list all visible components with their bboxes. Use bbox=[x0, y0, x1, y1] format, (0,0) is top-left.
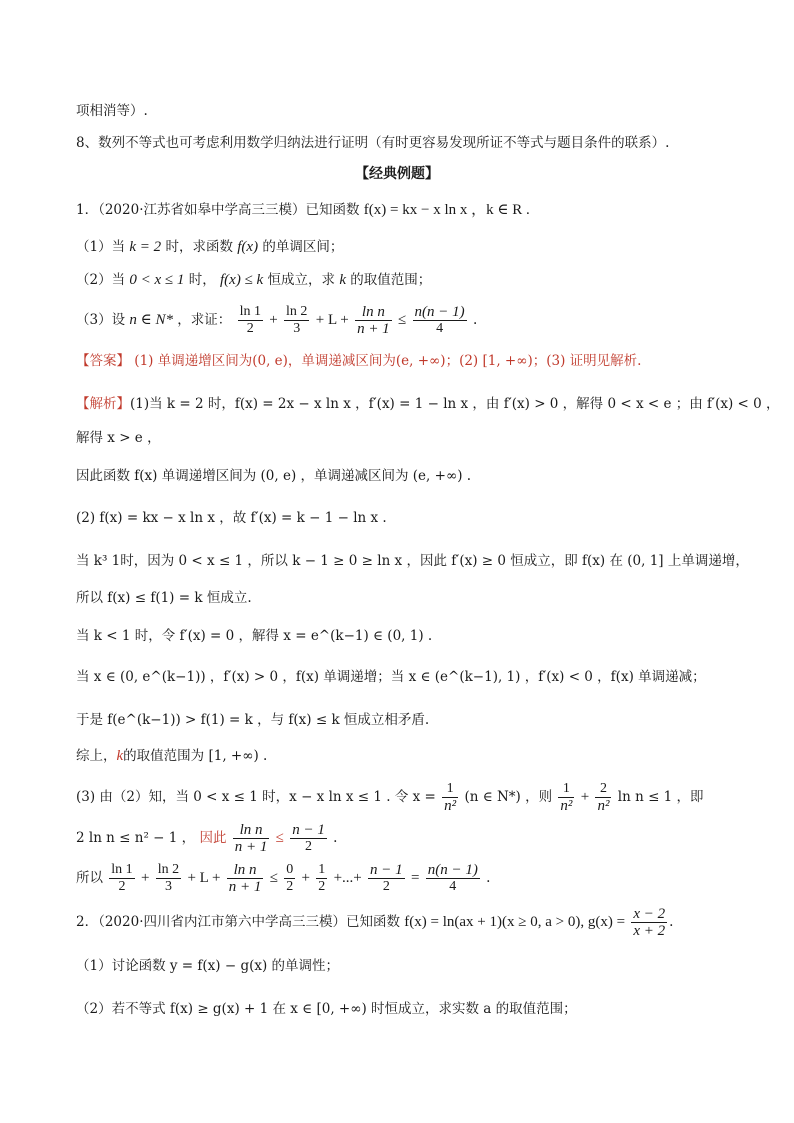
q2-mid2: 恒成立，求 bbox=[267, 272, 336, 288]
analysis-line-2: 解得 x > e ， bbox=[76, 430, 161, 446]
period: . bbox=[472, 312, 478, 328]
fraction bbox=[290, 822, 327, 855]
numerator: ln 1 bbox=[111, 862, 133, 877]
period: . bbox=[333, 830, 338, 846]
analysis-line-3: 因此函数 f(x) 单调递增区间为 (0, e) ，单调递减区间为 (e, +∞) . bbox=[76, 468, 472, 484]
problem2-definition: f(x) = ln(ax + 1)(x ≥ 0, a > 0), g(x) = bbox=[404, 914, 626, 930]
operator: + bbox=[269, 312, 278, 328]
intro-line-1: 项相消等）. bbox=[76, 103, 148, 119]
problem1-statement bbox=[76, 200, 530, 220]
analysis-line-9: 于是 f(e^(k−1)) > f(1) = k ，与 f(x) ≤ k 恒成立相矛盾. bbox=[76, 712, 430, 728]
q2-prefix: （2）当 bbox=[76, 272, 126, 288]
analysis-line-8: 当 x ∈ (0, e^(k−1)) ，f′(x) > 0 ，f(x) 单调递增；当 x ∈ (e^(k−1), 1) ，f′(x) < 0 ，f(x) 单调递减； bbox=[76, 669, 706, 685]
step3-ineq: 2 ln n ≤ n² − 1 ， bbox=[76, 830, 196, 846]
numerator: ln n bbox=[227, 862, 264, 879]
problem2-statement bbox=[76, 904, 673, 940]
fraction bbox=[284, 304, 309, 337]
analysis-text: (1)当 k = 2 时，f(x) = 2x − x ln x ，f′(x) = 1 − ln x ，由 f′(x) > 0 ，解得 0 < x < e ；由 f′(x) < 0 ， bbox=[130, 396, 780, 412]
operator: + L + bbox=[187, 870, 221, 886]
analysis-line-6: 所以 f(x) ≤ f(1) = k 恒成立. bbox=[76, 590, 252, 606]
denominator: 2 bbox=[286, 879, 294, 894]
q2-inequality: f(x) ≤ k bbox=[220, 272, 264, 288]
fraction bbox=[109, 862, 134, 895]
operator: + bbox=[301, 870, 310, 886]
fraction bbox=[631, 906, 667, 939]
numerator: n − 1 bbox=[292, 822, 325, 838]
numerator: 1 bbox=[558, 781, 574, 798]
q3-prefix: （3）设 bbox=[76, 312, 126, 328]
analysis-line-10 bbox=[76, 746, 267, 766]
analysis-line-12 bbox=[76, 820, 337, 856]
numerator: x − 2 bbox=[633, 906, 666, 922]
denominator: 4 bbox=[436, 321, 444, 336]
denominator: 2 bbox=[382, 879, 390, 894]
fraction bbox=[156, 862, 181, 895]
denominator: n² bbox=[597, 798, 610, 814]
problem1-source: 1．（2020·江苏省如皋中学高三三模）已知函数 bbox=[76, 202, 360, 218]
analysis-line-13 bbox=[76, 860, 490, 896]
q1-suffix: 的单调区间； bbox=[262, 239, 344, 255]
step3-therefore: 因此 bbox=[199, 830, 227, 846]
numerator: n(n − 1) bbox=[414, 304, 465, 320]
fraction bbox=[238, 304, 263, 337]
intro-line-2: 8、数列不等式也可考虑利用数学归纳法进行证明（有时更容易发现所证不等式与题目条件的联系）. bbox=[76, 135, 670, 151]
denominator: 2 bbox=[318, 879, 326, 894]
problem1-question-1 bbox=[76, 237, 343, 257]
analysis-line-5: 当 k³ 1时，因为 0 < x ≤ 1 ，所以 k − 1 ≥ 0 ≥ ln x ，因此 f′(x) ≥ 0 恒成立，即 f(x) 在 (0, 1] 上单调递增， bbox=[76, 553, 749, 569]
q1-condition: k = 2 bbox=[129, 239, 162, 255]
step3-end: ln n ≤ 1 ，即 bbox=[617, 789, 704, 805]
final-prefix: 所以 bbox=[76, 870, 103, 886]
analysis-line-4: (2) f(x) = kx − x ln x ，故 f′(x) = k − 1 − ln x . bbox=[76, 510, 387, 526]
numerator: ln 1 bbox=[239, 304, 261, 319]
step3-mid: (n ∈ N*) ，则 bbox=[464, 789, 553, 805]
analysis-line-1 bbox=[76, 394, 780, 414]
operator: ≤ bbox=[397, 312, 407, 328]
fraction bbox=[413, 304, 467, 337]
answer-text: (1) 单调递增区间为(0, e)，单调递减区间为(e, +∞)；(2) [1, +∞)；(3) 证明见解析. bbox=[134, 353, 642, 369]
fraction bbox=[227, 862, 264, 895]
denominator: 2 bbox=[305, 839, 313, 854]
q2-range: 0 < x ≤ 1 bbox=[129, 272, 185, 288]
denominator: n + 1 bbox=[228, 879, 262, 895]
denominator: n + 1 bbox=[357, 321, 390, 337]
numerator: 2 bbox=[595, 781, 611, 798]
numerator: 1 bbox=[442, 781, 458, 798]
fraction bbox=[355, 304, 392, 337]
denominator: 3 bbox=[164, 879, 172, 894]
denominator: 2 bbox=[118, 879, 126, 894]
fraction bbox=[426, 862, 480, 895]
period: . bbox=[669, 914, 674, 930]
fraction bbox=[233, 822, 270, 855]
operator: = bbox=[410, 870, 420, 886]
fraction bbox=[442, 781, 458, 814]
numerator: ln 2 bbox=[286, 304, 308, 319]
conclusion-prefix: 综上， bbox=[76, 748, 117, 764]
denominator: n² bbox=[560, 798, 573, 814]
fraction bbox=[595, 781, 611, 814]
operator: + L + bbox=[315, 312, 349, 328]
numerator: 0 bbox=[286, 862, 294, 877]
problem1-question-2 bbox=[76, 270, 431, 290]
numerator: n − 1 bbox=[370, 862, 403, 878]
section-heading: 【经典例题】 bbox=[355, 166, 439, 182]
problem1-definition: f(x) = kx − x ln x ，k ∈ R . bbox=[363, 202, 530, 218]
analysis-line-11 bbox=[76, 779, 704, 815]
q1-prefix: （1）当 bbox=[76, 239, 126, 255]
fraction bbox=[368, 862, 405, 895]
fraction bbox=[558, 781, 574, 814]
q2-var: k bbox=[339, 272, 346, 288]
operator: ≤ bbox=[275, 830, 284, 846]
q3-domain: n ∈ N* bbox=[129, 312, 173, 328]
problem1-question-3 bbox=[76, 302, 477, 338]
denominator: n + 1 bbox=[234, 839, 268, 855]
problem2-question-1: （1）讨论函数 y = f(x) − g(x) 的单调性； bbox=[76, 958, 340, 974]
operator: + bbox=[580, 789, 590, 805]
conclusion-text: 的取值范围为 [1, +∞) . bbox=[123, 748, 268, 764]
fraction bbox=[284, 862, 295, 895]
answer-label: 【答案】 bbox=[76, 353, 130, 369]
analysis-label: 【解析】 bbox=[76, 396, 130, 412]
analysis-line-7: 当 k < 1 时，令 f′(x) = 0 ，解得 x = e^(k−1) ∈ (0, 1) . bbox=[76, 628, 433, 644]
q2-suffix: 的取值范围； bbox=[350, 272, 432, 288]
answer-line bbox=[76, 351, 641, 371]
denominator: n² bbox=[444, 798, 457, 814]
operator: + bbox=[140, 870, 150, 886]
denominator: x + 2 bbox=[633, 923, 666, 939]
problem2-source: 2．（2020·四川省内江市第六中学高三三模）已知函数 bbox=[76, 914, 400, 930]
q1-func: f(x) bbox=[237, 239, 259, 255]
denominator: 2 bbox=[246, 321, 254, 336]
numerator: ln n bbox=[355, 304, 392, 321]
q2-mid: 时， bbox=[188, 272, 216, 288]
q3-mid: ，求证： bbox=[177, 312, 232, 328]
fraction bbox=[316, 862, 327, 895]
numerator: n(n − 1) bbox=[427, 862, 478, 878]
numerator: 1 bbox=[318, 862, 326, 877]
operator: ≤ bbox=[269, 870, 278, 886]
period: . bbox=[486, 870, 491, 886]
step3-text: (3) 由（2）知，当 0 < x ≤ 1 时，x − x ln x ≤ 1 . 令 x = bbox=[76, 789, 436, 805]
operator: +...+ bbox=[333, 870, 362, 886]
numerator: ln 2 bbox=[157, 862, 180, 877]
problem2-question-2: （2）若不等式 f(x) ≥ g(x) + 1 在 x ∈ [0, +∞) 时恒成立，求实数 a 的取值范围； bbox=[76, 1001, 577, 1017]
conclusion-var: k bbox=[116, 748, 124, 764]
q1-mid: 时，求函数 bbox=[165, 239, 233, 255]
denominator: 4 bbox=[449, 879, 457, 894]
numerator: ln n bbox=[233, 822, 270, 839]
denominator: 3 bbox=[293, 321, 301, 336]
